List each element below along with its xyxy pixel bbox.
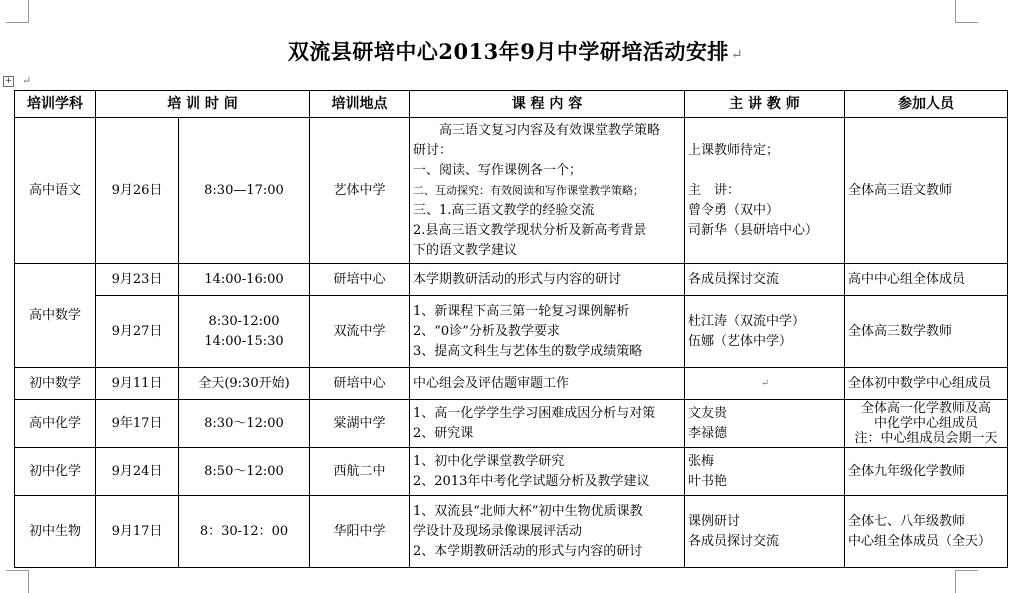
teacher-cell: ↵ <box>685 368 845 400</box>
content-cell <box>410 448 685 496</box>
content-line: 一、阅读、写作课例各一个； <box>413 162 583 178</box>
content-line: 中心组会及评估题审题工作 <box>413 375 570 391</box>
content-line: 三、1.高三语文教学的经验交流 <box>413 202 595 218</box>
content-line: 本学期教研活动的形式与内容的研讨 <box>413 271 622 287</box>
time-line: 8:30-12:00 <box>208 313 280 329</box>
attendee-line: 全体高一化学教师及高 <box>860 401 991 416</box>
time-cell: 14:00-16:00 <box>179 264 310 296</box>
table-row <box>15 496 1008 568</box>
teacher-line: 司新华（县研培中心） <box>688 222 819 238</box>
attendee-line: 全体高三语文教师 <box>848 182 953 198</box>
paragraph-mark-icon: ↵ <box>22 74 32 87</box>
attendees-cell <box>845 264 1008 296</box>
teacher-line <box>688 161 841 181</box>
header-attendees: 参加人员 <box>845 91 1008 118</box>
place-cell: 西航二中 <box>310 448 410 496</box>
content-line: 2、本学期教研活动的形式与内容的研讨 <box>413 543 643 559</box>
date-cell: 9年17日 <box>96 400 179 448</box>
subject-cell: 初中化学 <box>15 448 96 496</box>
date-cell: 9月27日 <box>96 296 179 368</box>
margin-corner-top-left <box>6 0 29 23</box>
attendees-cell <box>845 496 1008 568</box>
attendees-cell <box>845 448 1008 496</box>
time-line: 14:00-15:30 <box>204 333 284 349</box>
content-line: 研讨： <box>413 142 453 158</box>
place-cell: 双流中学 <box>310 296 410 368</box>
schedule-table <box>14 90 1008 568</box>
content-line: 1、新课程下高三第一轮复习课例解析 <box>413 303 630 319</box>
table-row <box>15 368 1008 400</box>
place-cell: 研培中心 <box>310 368 410 400</box>
attendee-line: 全体七、八年级教师 <box>848 513 966 529</box>
subject-cell: 高中语文 <box>15 118 96 264</box>
content-line: 二、互动探究：有效阅读和写作课堂教学策略； <box>413 183 644 197</box>
teacher-line: 课例研讨 <box>688 513 741 529</box>
content-cell <box>410 118 685 264</box>
margin-corner-top-right <box>955 0 978 23</box>
date-cell: 9月26日 <box>96 118 179 264</box>
place-cell: 华阳中学 <box>310 496 410 568</box>
table-row <box>15 118 1008 264</box>
attendee-line: 中化学中心组成员 <box>873 416 978 431</box>
attendees-cell <box>845 296 1008 368</box>
content-cell <box>410 400 685 448</box>
content-line: 2、“0诊”分析及教学要求 <box>413 323 560 339</box>
subject-cell: 初中生物 <box>15 496 96 568</box>
teacher-line: 叶书艳 <box>688 473 728 489</box>
margin-corner-bottom-right <box>955 570 978 593</box>
content-line: 1、高一化学学生学习困难成因分析与对策 <box>413 405 656 421</box>
subject-cell: 高中化学 <box>15 400 96 448</box>
content-cell <box>410 496 685 568</box>
content-line: 2、研究课 <box>413 425 474 441</box>
header-content: 课 程 内 容 <box>410 91 685 118</box>
teacher-cell <box>685 448 845 496</box>
teacher-line: 主 讲： <box>688 182 741 198</box>
teacher-line: 各成员探讨交流 <box>688 533 780 549</box>
content-line: 下的语文教学建议 <box>413 242 518 258</box>
header-teacher: 主 讲 教 师 <box>685 91 845 118</box>
attendee-line: 高中中心组全体成员 <box>848 271 966 287</box>
teacher-line: 李禄德 <box>688 425 728 441</box>
header-subject: 培训学科 <box>15 91 96 118</box>
date-cell: 9月17日 <box>96 496 179 568</box>
content-line: 3、提高文科生与艺体生的数学成绩策略 <box>413 343 643 359</box>
content-cell <box>410 264 685 296</box>
content-cell <box>410 296 685 368</box>
attendee-line: 全体九年级化学教师 <box>848 463 966 479</box>
teacher-cell <box>685 118 845 264</box>
teacher-line: 杜江涛（双流中学） <box>688 313 806 329</box>
date-cell: 9月24日 <box>96 448 179 496</box>
attendee-line: 中心组全体成员（全天） <box>848 533 992 549</box>
document-title: 双流县研培中心2013年9月中学研培活动安排 ↵ <box>287 39 744 64</box>
place-cell: 研培中心 <box>310 264 410 296</box>
time-cell: 8:30～12:00 <box>179 400 310 448</box>
attendee-line: 全体高三数学教师 <box>848 323 953 339</box>
margin-corner-bottom-left <box>6 570 29 593</box>
content-line: 1、初中化学课堂教学研究 <box>413 453 565 469</box>
place-cell: 艺体中学 <box>310 118 410 264</box>
teacher-cell <box>685 296 845 368</box>
date-cell: 9月11日 <box>96 368 179 400</box>
attendee-line: 全体初中数学中心组成员 <box>848 375 992 391</box>
content-line: 1、双流县“北师大杯”初中生物优质课教 <box>413 503 643 519</box>
table-row <box>15 448 1008 496</box>
teacher-line: 伍娜（艺体中学） <box>688 333 793 349</box>
teacher-line: 各成员探讨交流 <box>688 271 780 287</box>
time-cell: 全天(9:30开始) <box>179 368 310 400</box>
content-line: 高三语文复习内容及有效课堂教学策略 <box>439 122 661 138</box>
content-line: 2、2013年中考化学试题分析及教学建议 <box>413 473 650 489</box>
time-cell: 8:50～12:00 <box>179 448 310 496</box>
teacher-line: 文友贵 <box>688 405 728 421</box>
table-move-handle-icon[interactable]: + <box>4 76 13 86</box>
table-row <box>15 264 1008 296</box>
table-row <box>15 400 1008 448</box>
date-cell: 9月23日 <box>96 264 179 296</box>
table-row <box>15 296 1008 368</box>
subject-cell: 高中数学 <box>15 264 96 368</box>
attendee-line: 注：中心组成员会期一天 <box>854 431 998 446</box>
time-cell: 8：30-12：00 <box>179 496 310 568</box>
content-cell <box>410 368 685 400</box>
table-header-row <box>15 91 1008 118</box>
teacher-line: 上课教师待定； <box>688 142 780 158</box>
subject-cell: 初中数学 <box>15 368 96 400</box>
teacher-cell <box>685 496 845 568</box>
time-cell <box>179 296 310 368</box>
teacher-cell <box>685 400 845 448</box>
content-line: 2.县高三语文教学现状分析及新高考背景 <box>413 222 647 238</box>
attendees-cell <box>845 400 1008 448</box>
content-line: 学设计及现场录像课展评活动 <box>413 523 583 539</box>
attendees-cell <box>845 368 1008 400</box>
teacher-line: 曾令勇（双中） <box>688 202 780 218</box>
header-time: 培 训 时 间 <box>96 91 310 118</box>
attendees-cell <box>845 118 1008 264</box>
header-place: 培训地点 <box>310 91 410 118</box>
teacher-line: 张梅 <box>688 453 715 469</box>
time-cell: 8:30—17:00 <box>179 118 310 264</box>
teacher-cell <box>685 264 845 296</box>
place-cell: 棠湖中学 <box>310 400 410 448</box>
